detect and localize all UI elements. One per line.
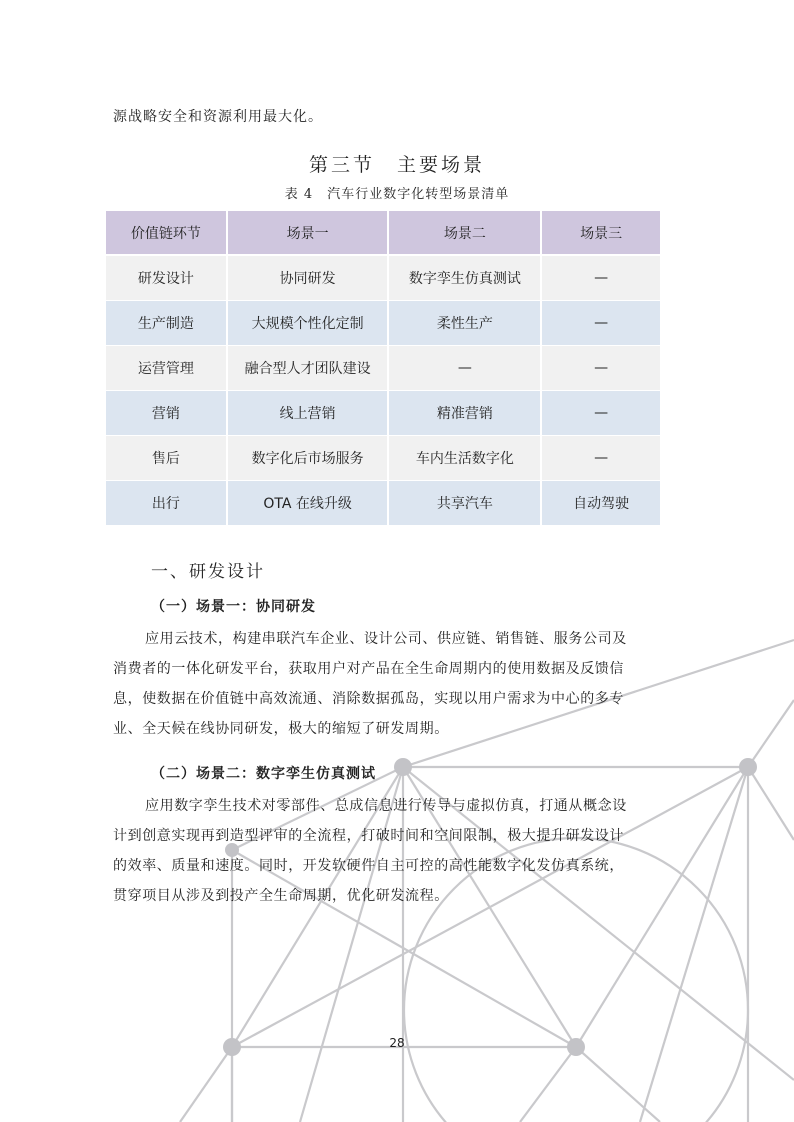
table-cell: 柔性生产 xyxy=(388,301,541,346)
heading-rd-design: 一、研发设计 xyxy=(151,562,265,582)
paragraph-line: 应用云技术，构建串联汽车企业、设计公司、供应链、销售链、服务公司及 xyxy=(145,631,627,647)
table-cell: 出行 xyxy=(106,481,227,526)
table-header-row xyxy=(106,211,661,255)
subheading-collaborative-rd: （一）场景一：协同研发 xyxy=(151,599,316,615)
table-cell: 营销 xyxy=(106,391,227,436)
paragraph-collaborative-rd xyxy=(113,624,685,744)
table-cell: 协同研发 xyxy=(227,255,389,301)
paragraph-line: 业、全天候在线协同研发，极大的缩短了研发周期。 xyxy=(113,721,449,737)
header-scene-2: 场景二 xyxy=(388,211,541,255)
continued-paragraph: 源战略安全和资源利用最大化。 xyxy=(113,109,323,125)
table-cell: 共享汽车 xyxy=(388,481,541,526)
paragraph-line: 贯穿项目从涉及到投产全生命周期，优化研发流程。 xyxy=(113,888,449,904)
table-cell: 线上营销 xyxy=(227,391,389,436)
paragraph-line: 的效率、质量和速度。同时，开发软硬件自主可控的高性能数字化发仿真系统， xyxy=(113,858,624,874)
paragraph-line: 计到创意实现再到造型评审的全流程，打破时间和空间限制，极大提升研发设计 xyxy=(113,828,624,844)
table-cell: — xyxy=(541,346,661,391)
table-cell: OTA 在线升级 xyxy=(227,481,389,526)
table-row xyxy=(106,255,661,301)
table-cell: 数字孪生仿真测试 xyxy=(388,255,541,301)
table-row xyxy=(106,391,661,436)
table-row xyxy=(106,346,661,391)
table-cell: 精准营销 xyxy=(388,391,541,436)
table-cell: 车内生活数字化 xyxy=(388,436,541,481)
table-row xyxy=(106,481,661,526)
paragraph-line: 息，使数据在价值链中高效流通、消除数据孤岛，实现以用户需求为中心的多专 xyxy=(113,691,624,707)
paragraph-line: 应用数字孪生技术对零部件、总成信息进行传导与虚拟仿真，打通从概念设 xyxy=(145,798,627,814)
header-scene-3: 场景三 xyxy=(541,211,661,255)
table-caption: 表 4 汽车行业数字化转型场景清单 xyxy=(284,187,510,202)
table-cell: 售后 xyxy=(106,436,227,481)
table-row xyxy=(106,301,661,346)
header-scene-1: 场景一 xyxy=(227,211,389,255)
section-title: 第三节 主要场景 xyxy=(308,154,485,176)
paragraph-digital-twin xyxy=(113,791,685,911)
table-cell: — xyxy=(541,301,661,346)
table-cell: 生产制造 xyxy=(106,301,227,346)
table-cell: 数字化后市场服务 xyxy=(227,436,389,481)
subheading-digital-twin: （二）场景二：数字孪生仿真测试 xyxy=(151,766,376,782)
page-number: 28 xyxy=(389,1036,405,1050)
header-value-chain: 价值链环节 xyxy=(106,211,227,255)
table-row xyxy=(106,436,661,481)
table-cell: 大规模个性化定制 xyxy=(227,301,389,346)
table-cell: — xyxy=(541,391,661,436)
table-cell: 运营管理 xyxy=(106,346,227,391)
table-cell: 融合型人才团队建设 xyxy=(227,346,389,391)
table-cell: — xyxy=(388,346,541,391)
table-cell: — xyxy=(541,436,661,481)
table-cell: 自动驾驶 xyxy=(541,481,661,526)
table-cell: 研发设计 xyxy=(106,255,227,301)
scenario-table xyxy=(106,211,662,526)
table-cell: — xyxy=(541,255,661,301)
paragraph-line: 消费者的一体化研发平台，获取用户对产品在全生命周期内的使用数据及反馈信 xyxy=(113,661,624,677)
